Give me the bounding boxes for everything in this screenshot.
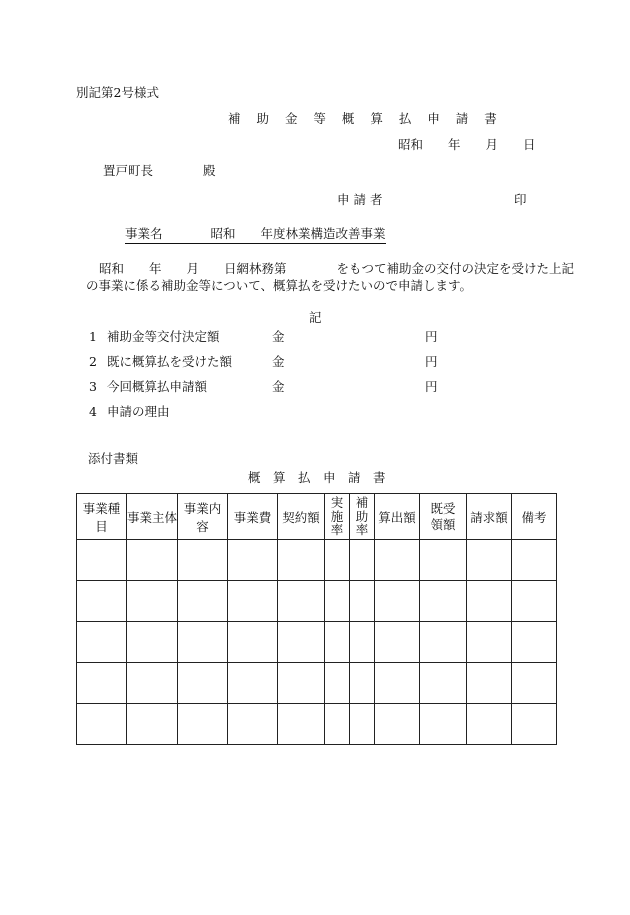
table-row: [77, 663, 557, 704]
item-1-num: 1: [89, 329, 97, 344]
table-row: [77, 581, 557, 622]
table-row: [77, 540, 557, 581]
table-cell[interactable]: [77, 704, 127, 745]
seal-mark: 印: [514, 192, 527, 207]
item-3-en: 円: [425, 379, 438, 394]
table-cell[interactable]: [278, 622, 325, 663]
table-cell[interactable]: [467, 663, 512, 704]
table-cell[interactable]: [375, 540, 420, 581]
header-jisshi-ritsu-text: 実施率: [330, 494, 344, 538]
table-cell[interactable]: [375, 704, 420, 745]
table-cell[interactable]: [127, 704, 178, 745]
header-hojo-ritsu-text: 補助率: [355, 494, 369, 538]
table-cell[interactable]: [278, 540, 325, 581]
document-title: 補 助 金 等 概 算 払 申 請 書: [228, 111, 503, 126]
table-cell[interactable]: [375, 581, 420, 622]
table-cell[interactable]: [278, 663, 325, 704]
item-4-label: 申請の理由: [107, 404, 170, 419]
table-cell[interactable]: [420, 663, 467, 704]
project-name-line: [125, 228, 386, 244]
item-1-kin: 金: [272, 329, 285, 344]
item-2-en: 円: [425, 354, 438, 369]
table-cell[interactable]: [77, 663, 127, 704]
item-2-label: 既に概算払を受けた額: [107, 354, 233, 369]
table-cell[interactable]: [278, 581, 325, 622]
item-3-label: 今回概算払申請額: [107, 379, 208, 394]
table-title: 概 算 払 申 請 書: [248, 470, 386, 485]
table-cell[interactable]: [77, 540, 127, 581]
item-2-kin: 金: [272, 354, 285, 369]
table-cell[interactable]: [350, 581, 375, 622]
header-jigyohi: 事業費: [228, 494, 278, 540]
table-cell[interactable]: [467, 704, 512, 745]
table-cell[interactable]: [420, 581, 467, 622]
item-1-label: 補助金等交付決定額: [107, 329, 220, 344]
table-cell[interactable]: [178, 540, 228, 581]
application-table: [76, 493, 557, 745]
header-sanshutsu-gaku: 算出額: [375, 494, 420, 540]
table-cell[interactable]: [325, 704, 350, 745]
table-cell[interactable]: [127, 663, 178, 704]
header-jigyo-shutai: 事業主体: [127, 494, 178, 540]
body-text-line-2: の事業に係る補助金等について、概算払を受けたいので申請します。: [86, 278, 473, 293]
header-hojo-ritsu: [350, 494, 375, 540]
table-cell[interactable]: [350, 540, 375, 581]
form-number: 別記第2号様式: [76, 85, 159, 100]
header-jisshi-ritsu: [325, 494, 350, 540]
table-row: [77, 622, 557, 663]
table-cell[interactable]: [512, 622, 557, 663]
ki-heading: 記: [309, 310, 322, 325]
table-cell[interactable]: [178, 622, 228, 663]
header-keiyaku-gaku: 契約額: [278, 494, 325, 540]
table-cell[interactable]: [278, 704, 325, 745]
table-cell[interactable]: [420, 622, 467, 663]
attachments-label: 添付書類: [88, 451, 139, 466]
table-cell[interactable]: [350, 663, 375, 704]
project-label: 事業名: [125, 226, 163, 241]
header-jigyo-naiyo: 事業内容: [178, 494, 228, 540]
table-cell[interactable]: [467, 540, 512, 581]
table-cell[interactable]: [325, 581, 350, 622]
header-seikyu-gaku: 請求額: [467, 494, 512, 540]
table-cell[interactable]: [467, 622, 512, 663]
applicant-label: 申 請 者: [337, 192, 383, 207]
table-header-row: [77, 494, 557, 540]
table-cell[interactable]: [420, 704, 467, 745]
table-cell[interactable]: [375, 622, 420, 663]
item-3-kin: 金: [272, 379, 285, 394]
table-cell[interactable]: [350, 622, 375, 663]
table-cell[interactable]: [228, 663, 278, 704]
table-cell[interactable]: [512, 540, 557, 581]
header-jigyo-shumoku: 事業種目: [77, 494, 127, 540]
item-1-en: 円: [425, 329, 438, 344]
table-cell[interactable]: [325, 622, 350, 663]
table-cell[interactable]: [512, 704, 557, 745]
item-4-num: 4: [89, 404, 97, 419]
table-cell[interactable]: [228, 704, 278, 745]
table-cell[interactable]: [350, 704, 375, 745]
table-cell[interactable]: [375, 663, 420, 704]
table-cell[interactable]: [178, 581, 228, 622]
table-row: [77, 704, 557, 745]
table-cell[interactable]: [420, 540, 467, 581]
table-cell[interactable]: [127, 581, 178, 622]
table-cell[interactable]: [512, 663, 557, 704]
table-cell[interactable]: [228, 581, 278, 622]
body-text-line-1: 昭和 年 月 日網林務第 をもつて補助金の交付の決定を受けた上記: [99, 261, 575, 276]
table-cell[interactable]: [178, 704, 228, 745]
application-date: 昭和 年 月 日: [398, 137, 536, 152]
table-cell[interactable]: [325, 663, 350, 704]
table-cell[interactable]: [127, 540, 178, 581]
header-kijuryo-gaku: [420, 494, 467, 540]
item-2-num: 2: [89, 354, 97, 369]
table-cell[interactable]: [325, 540, 350, 581]
item-3-num: 3: [89, 379, 97, 394]
table-cell[interactable]: [228, 540, 278, 581]
table-cell[interactable]: [178, 663, 228, 704]
addressee: 置戸町長 殿: [103, 163, 216, 178]
header-kijuryo-gaku-text: 既受領額: [430, 500, 456, 532]
table-cell[interactable]: [467, 581, 512, 622]
table-cell[interactable]: [77, 622, 127, 663]
table-cell[interactable]: [127, 622, 178, 663]
table-cell[interactable]: [77, 581, 127, 622]
project-value: 昭和 年度林業構造改善事業: [210, 226, 386, 241]
table-cell[interactable]: [512, 581, 557, 622]
table-cell[interactable]: [228, 622, 278, 663]
header-biko: 備考: [512, 494, 557, 540]
